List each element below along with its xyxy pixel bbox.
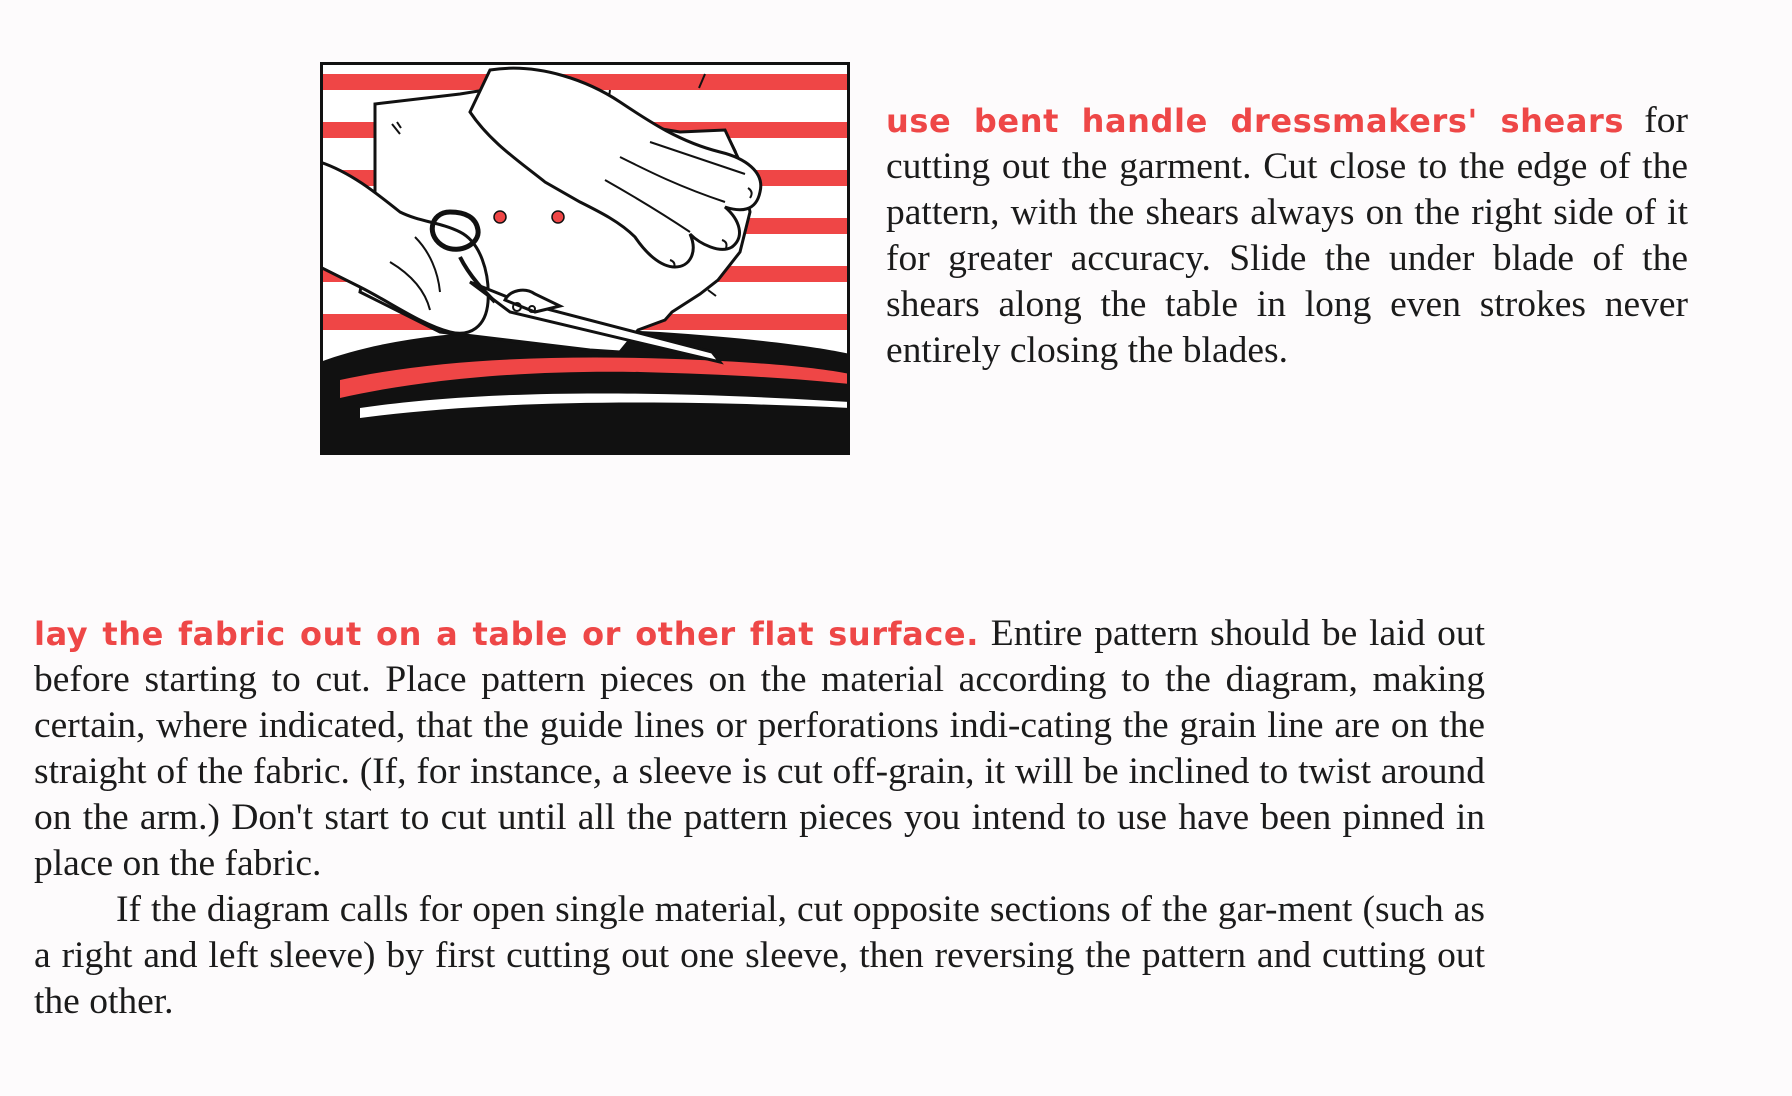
shears-lead: use bent handle dressmakers' shears	[886, 102, 1625, 140]
scissors-cutting-fabric-icon	[320, 62, 850, 455]
fabric-paragraph	[34, 611, 1485, 1025]
shears-paragraph	[886, 98, 1688, 374]
fabric-body-second-paragraph: If the diagram calls for open single material, cut opposite sections of the gar-ment (such as a right and left sleeve) by first cutting out one sleeve, then reversing the pattern and cutting out the other.	[34, 889, 1485, 1022]
fabric-lead: lay the fabric out on a table or other flat surface.	[34, 615, 979, 653]
shears-body: for cutting out the garment. Cut close to the edge of the pattern, with the shears always on the right side of it for greater accuracy. Slide the under blade of the shears along the table in long even strokes never entirely closing the blades.	[886, 100, 1688, 371]
fabric-body: Entire pattern should be laid out before starting to cut. Place pattern pieces on the material according to the diagram, making certain, where indicated, that the guide lines or perforations indi-cating the grain line are on the straight of the fabric. (If, for instance, a sleeve is cut off-grain, it will be inclined to twist around on the arm.) Don't start to cut until all the pattern pieces you intend to use have been pinned in place on the fabric.	[34, 613, 1486, 884]
scissors-cutting-fabric-illustration	[320, 62, 850, 455]
